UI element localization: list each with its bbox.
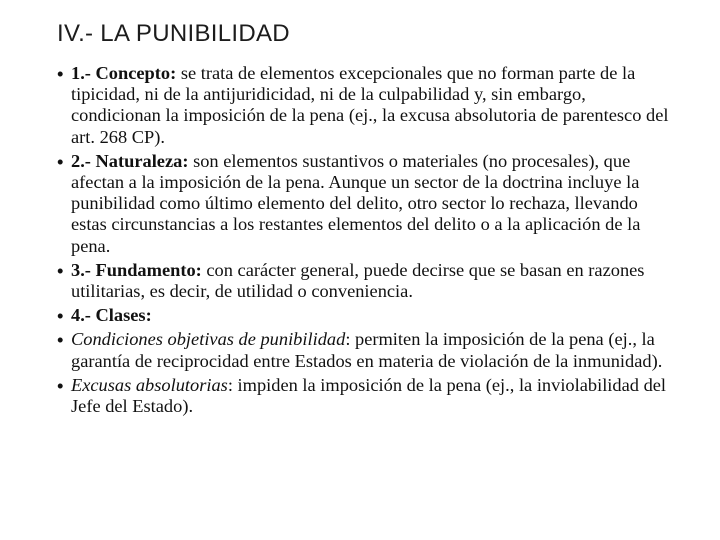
bullet-icon: •: [57, 305, 64, 327]
item-heading: 3.- Fundamento:: [71, 259, 202, 280]
bullet-icon: •: [57, 63, 64, 84]
item-text: con carácter general, puede decirse que se basan en razones utilitarias, es decir, de utilidad o conveniencia.: [71, 259, 645, 302]
slide-title: IV.- LA PUNIBILIDAD: [57, 20, 290, 47]
item-heading: 2.- Naturaleza:: [71, 150, 189, 171]
list-item-naturaleza: [57, 151, 677, 257]
item-text: : impiden la imposición de la pena (ej., la inviolabilidad del Jefe del Estado).: [71, 374, 667, 417]
item-term: Condiciones objetivas de punibilidad: [71, 329, 346, 350]
list-item-condiciones: [57, 329, 677, 371]
list-item-concepto: [57, 63, 677, 148]
list-item-fundamento: [57, 260, 677, 302]
bullet-icon: •: [57, 374, 64, 396]
bullet-icon: •: [57, 259, 64, 281]
item-term: Excusas absolutorias: [71, 374, 228, 395]
bullet-icon: •: [57, 150, 64, 172]
item-heading: 1.- Concepto:: [71, 63, 177, 83]
list-item-excusas: [57, 375, 677, 417]
bullet-list: [57, 63, 677, 420]
item-text: : permiten la imposición de la pena (ej., la garantía de reciprocidad entre Estados en materia de violación de la inmunidad).: [71, 329, 663, 371]
list-item-clases: [57, 305, 677, 326]
bullet-icon: •: [57, 329, 64, 351]
item-heading: 4.- Clases:: [71, 305, 152, 326]
item-text: se trata de elementos excepcionales que no forman parte de la tipicidad, ni de la antijuridicidad, ni de la culpabilidad y, sin embargo, condicionan la imposición de la pena (ej., la excusa absolutoria de parentesco del art. 268 CP).: [71, 63, 669, 147]
item-text: son elementos sustantivos o materiales (no procesales), que afectan a la imposición de la pena. Aunque un sector de la doctrina incluye la punibilidad como último elemento del delito, otro sector lo rechaza, llevando estas circunstancias a los restantes elementos del delito o a la aplicación de la pena.: [71, 150, 641, 256]
